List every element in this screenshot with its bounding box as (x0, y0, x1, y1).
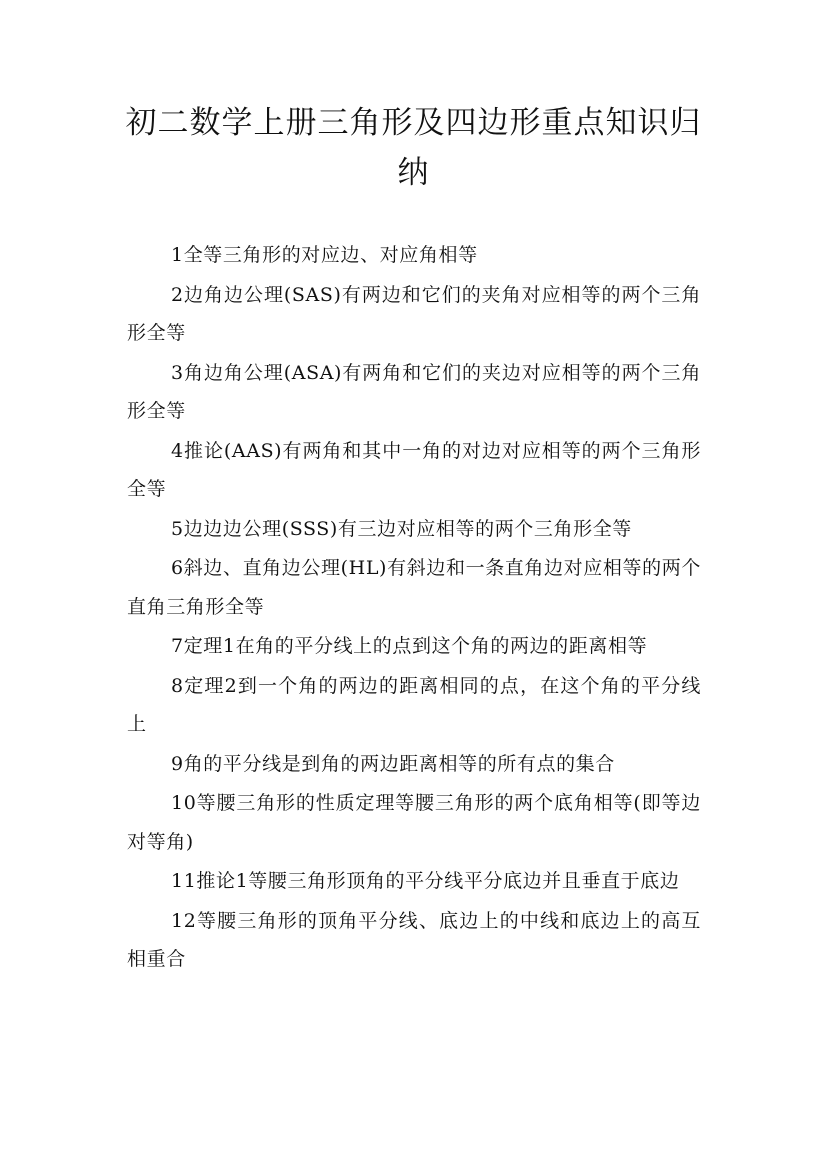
paragraph-11: 11推论1等腰三角形顶角的平分线平分底边并且垂直于底边 (171, 870, 680, 892)
document-body (127, 236, 701, 980)
paragraph-4: 4推论(AAS)有两角和其中一角的对边对应相等的两个三角形全等 (127, 439, 701, 500)
document-title: 初二数学上册三角形及四边形重点知识归纳 (125, 105, 702, 191)
paragraph-5: 5边边边公理(SSS)有三边对应相等的两个三角形全等 (171, 517, 632, 540)
paragraph-1: 1全等三角形的对应边、对应角相等 (171, 244, 478, 266)
paragraph-10: 10等腰三角形的性质定理等腰三角形的两个底角相等(即等边对等角) (127, 792, 701, 853)
paragraph-9: 9角的平分线是到角的两边距离相等的所有点的集合 (171, 752, 615, 775)
paragraph-8: 8定理2到一个角的两边的距离相同的点，在这个角的平分线上 (127, 674, 701, 735)
paragraph-6: 6斜边、直角边公理(HL)有斜边和一条直角边对应相等的两个直角三角形全等 (127, 557, 701, 618)
paragraph-7: 7定理1在角的平分线上的点到这个角的两边的距离相等 (171, 635, 648, 657)
paragraph-2: 2边角边公理(SAS)有两边和它们的夹角对应相等的两个三角形全等 (127, 283, 701, 344)
paragraph-12: 12等腰三角形的顶角平分线、底边上的中线和底边上的高互相重合 (127, 909, 701, 970)
paragraph-3: 3角边角公理(ASA)有两角和它们的夹边对应相等的两个三角形全等 (127, 361, 701, 422)
